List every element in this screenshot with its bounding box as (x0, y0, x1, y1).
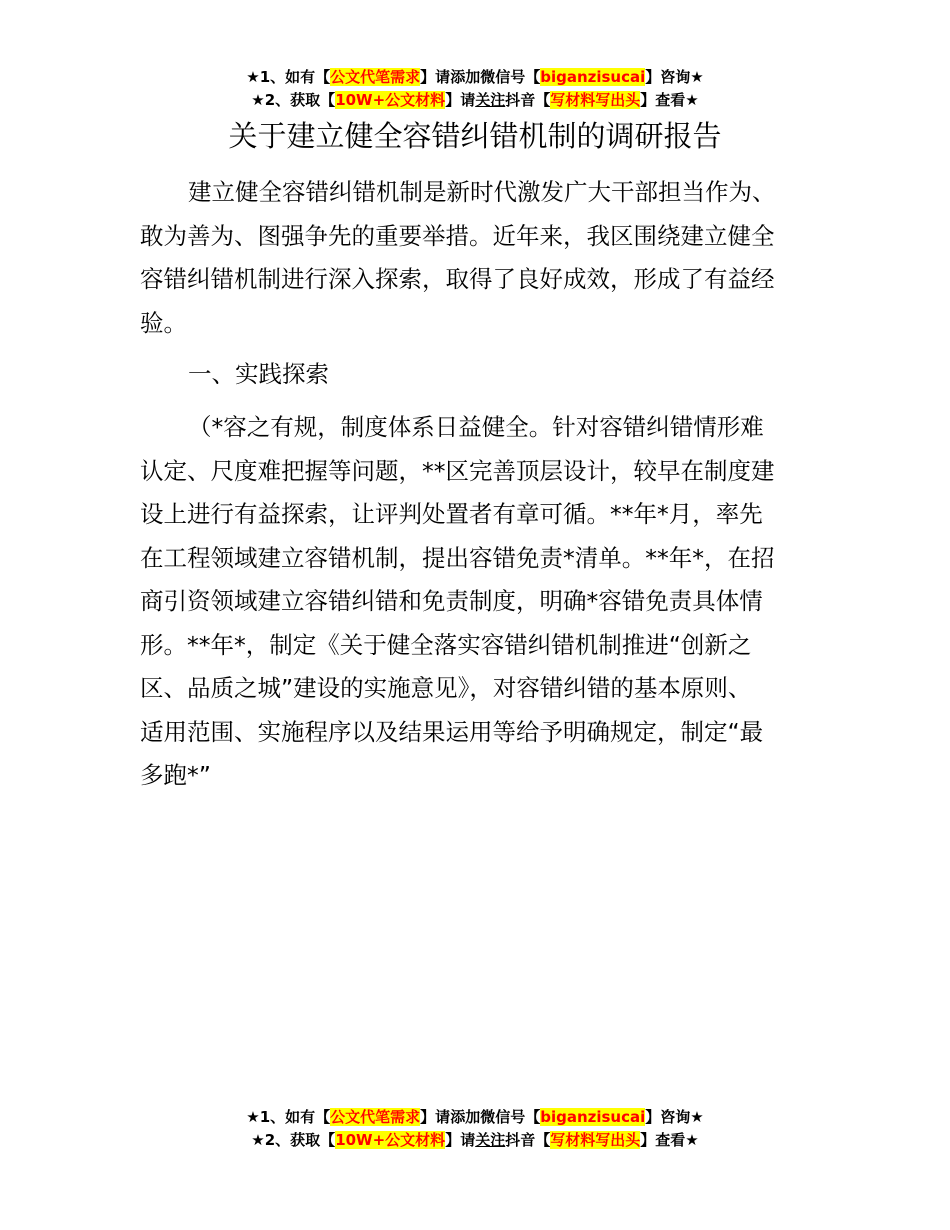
section-heading (140, 353, 812, 397)
paragraph-line: 适用范围、实施程序以及结果运用等给予明确规定，制定“最 (140, 717, 764, 746)
promo-text: 】咨询★ (645, 68, 704, 86)
promo-text: 添加 (450, 1108, 481, 1126)
promo-highlight: 10W+公文材料 (335, 1131, 446, 1149)
promo-text: 】请 (420, 1108, 451, 1126)
promo-highlight: 公文代笔需求 (330, 68, 421, 86)
body-paragraph (140, 406, 812, 798)
promo-line-2 (0, 89, 950, 112)
promo-text: 关注 (475, 91, 506, 109)
paragraph-line: 验。 (140, 308, 187, 337)
footer-promo-banner (0, 1106, 950, 1152)
douyin-name-highlight: 写材料写出头 (550, 91, 641, 109)
header-promo-banner (0, 66, 950, 112)
promo-text: ★1、如有【 (246, 68, 331, 86)
promo-text: 微信号【 (480, 1108, 541, 1126)
wechat-id-highlight: biganzisucai (540, 68, 646, 86)
promo-highlight: 公文代笔需求 (330, 1108, 421, 1126)
paragraph-line: 区、品质之城”建设的实施意见》，对容错纠错的基本原则、 (140, 674, 752, 702)
promo-text: ★2、获取【 (251, 91, 336, 109)
promo-text: 抖音【 (505, 91, 551, 109)
paragraph-line: 多跑*” (140, 761, 211, 789)
paragraph-line: 在工程领域建立容错机制，提出容错免责*清单。**年*，在招 (140, 543, 775, 572)
promo-text: 】请 (445, 91, 476, 109)
paragraph-line: 设上进行有益探索，让评判处置者有章可循。**年*月，率先 (140, 500, 763, 528)
promo-text: 】查看★ (640, 1131, 699, 1149)
paragraph-line: 敢为善为、图强争先的重要举措。近年来，我区围绕建立健全 (140, 221, 775, 250)
document-title: 关于建立健全容错纠错机制的调研报告 (228, 119, 722, 153)
paragraph-line: 商引资领域建立容错纠错和免责制度，明确*容错免责具体情 (140, 587, 763, 615)
promo-highlight: 10W+公文材料 (335, 91, 446, 109)
paragraph-line: （*容之有规，制度体系日益健全。针对容错纠错情形难 (188, 413, 764, 441)
promo-text: ★2、获取【 (251, 1131, 336, 1149)
promo-text: 】查看★ (640, 91, 699, 109)
paragraph-line: 建立健全容错纠错机制是新时代激发广大干部担当作为、 (188, 178, 776, 206)
promo-text: 抖音【 (505, 1131, 551, 1149)
promo-text: 】咨询★ (645, 1108, 704, 1126)
promo-text: 添加 (450, 68, 481, 86)
promo-text: ★1、如有【 (246, 1108, 331, 1126)
promo-line-1 (0, 1106, 950, 1129)
douyin-name-highlight: 写材料写出头 (550, 1131, 641, 1149)
promo-text: 关注 (475, 1131, 506, 1149)
intro-paragraph (140, 171, 812, 345)
promo-text: 】请 (445, 1131, 476, 1149)
paragraph-line: 认定、尺度难把握等问题，**区完善顶层设计，较早在制度建 (140, 456, 775, 485)
promo-line-1 (0, 66, 950, 89)
promo-text: 】请 (420, 68, 451, 86)
wechat-id-highlight: biganzisucai (540, 1108, 646, 1126)
section-heading-text: 一、实践探索 (188, 360, 329, 388)
paragraph-line: 容错纠错机制进行深入探索，取得了良好成效，形成了有益经 (140, 265, 775, 293)
paragraph-line: 形。**年*，制定《关于健全落实容错纠错机制推进“创新之 (140, 630, 752, 659)
promo-text: 微信号【 (480, 68, 541, 86)
promo-line-2 (0, 1129, 950, 1152)
